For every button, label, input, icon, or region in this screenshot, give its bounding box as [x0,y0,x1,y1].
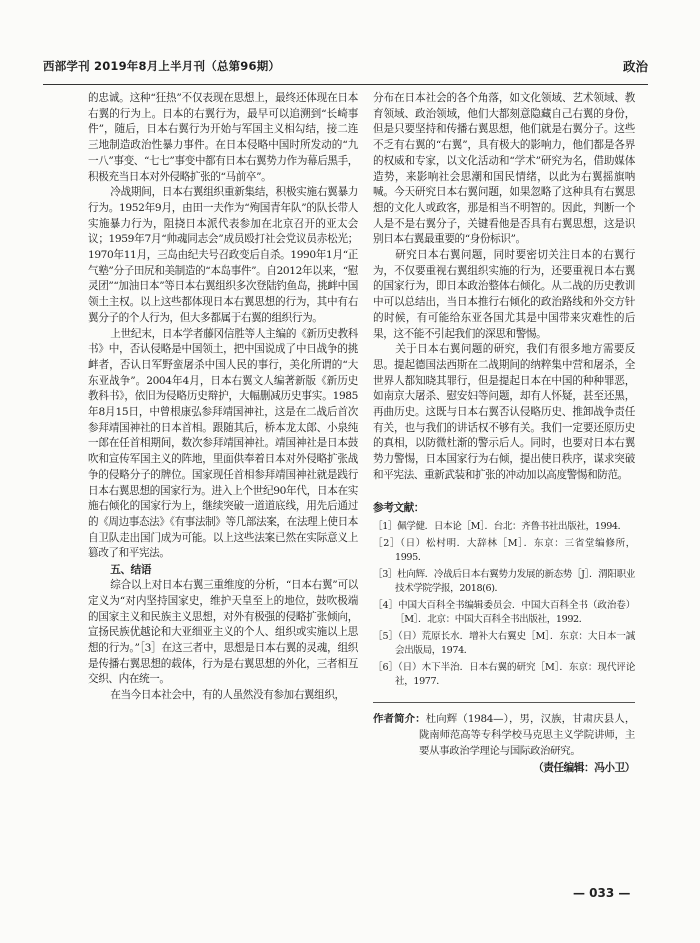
header-rule [43,84,648,85]
page-number: — 033 — [573,886,631,900]
reference-item: ［3］杜向辉．冷战后日本右翼势力发展的新态势［J］．渭阳职业技术学院学报，2018(6)． [373,568,635,595]
left-paragraph-1: 的忠诚。这种“狂热”不仅表现在思想上，最终还体现在日本右翼的行为上。日本的右翼行为，最早可以追溯到“长崎事件”，随后，日本右翼行为开始与军国主义相勾结，接二连三地制造政治性暴力事件。在日本侵略中国时所发动的“九一八”事变、“七七”事变中都有日本右翼势力作为幕后黑手，积极充当日本对外侵略扩张的“马前卒”。 [88,92,358,183]
page-header [43,56,648,76]
reference-item: ［4］中国大百科全书编辑委员会．中国大百科全书（政治卷）［M］．北京：中国大百科全书出版社，1992． [373,599,635,626]
conclusion-paragraph-1: 综合以上对日本右翼三重维度的分析，“日本右翼”可以定义为“对内坚持国家史，维护天皇至上的地位，鼓吹极端的国家主义和民族主义思想，对外有极强的侵略扩张倾向，宣扬民族优越论和大亚细亚主义的个人、组织或实施以上思想的行为。”［3］在这三者中，思想是日本右翼的灵魂，组织是传播右翼思想的载体，行为是右翼思想的外化，三者相互交织、内在统一。 [88,579,358,686]
author-separator [373,702,635,703]
references-list [373,520,635,690]
reference-item: ［2］（日）松村明．大辞林［M］．东京：三省堂编修所，1995． [373,537,635,564]
section-heading-conclusion: 五、结语 [110,564,152,577]
section-label: 政治 [622,59,648,74]
right-paragraph-1: 分布在日本社会的各个角落，如文化领域、艺术领域、教育领域、政治领域，他们大都刻意隐藏自己右翼的身份，但是只要坚持和传播右翼思想，他们就是右翼分子。这些不乏有右翼的“右翼”，具有极大的影响力，他们都是各界的权威和专家，以文化活动和“学术”研究为名，借助媒体造势，来影响社会思潮和国民情绪，以此为右翼摇旗呐喊。今天研究日本右翼问题，如果忽略了这种具有右翼思想的文化人或政客，那是相当不明智的。因此，判断一个人是不是右翼分子，关键看他是否具有右翼思想，这是识别日本右翼最重要的“身份标识”。 [373,92,635,246]
conclusion-paragraph-2: 在当今日本社会中，有的人虽然没有参加右翼组织， [110,689,345,702]
left-column [88,91,358,704]
left-paragraph-3: 上世纪末，日本学者藤冈信胜等人主编的《新历史教科书》中，否认侵略是中国领土，把中国说成了中日战争的挑衅者，否认日军野蛮屠杀中国人民的事行，美化所谓的“大东亚战争”。2004年4月，日本右翼文人编著新版《新历史教科书》，依旧为侵略历史辩护，大幅删减历史事实。1985年8月15日，中曾根康弘参拜靖国神社，这是在二战后首次参拜靖国神社的日本首相。跟随其后，桥本龙太郎、小泉纯一郎在任首相期间，数次参拜靖国神社。靖国神社是日本鼓吹和宣传军国主义的阵地，里面供奉着日本对外侵略扩张战争的侵略分子的牌位。国家现任首相参拜靖国神社就是践行日本右翼思想的国家行为。进入上个世纪90年代，日本在实施右倾化的国家行为上，继续突破一道道底线，用先后通过的《周边事态法》《有事法制》等几部法案，在法理上使日本自卫队走出国门成为可能。以上这些法案已然在实际意义上篡改了和平宪法。 [88,327,358,560]
right-column [373,91,635,776]
right-paragraph-3: 关于日本右翼问题的研究，我们有很多地方需要反思。提起德国法西斯在二战期间的纳粹集中营和屠杀，全世界人都知晓其罪行，但是提起日本在中国的种种罪恶，如南京大屠杀、慰安妇等问题，却有人怀疑，甚至还黑，再曲历史。这既与日本右翼否认侵略历史、推卸战争责任有关，也与我们的讲话权不够有关。我们一定要还原历史的真相，以防微杜渐的警示后人。同时，也要对日本右翼势力警惕，日本国家行为右倾，提出使日秩序，谋求突破和平宪法、重新武装和扩张的冲动加以高度警惕和防范。 [373,343,635,481]
reference-item: ［5］（日）荒原长水．增补大右翼史［M］．东京：大日本一誠会出版局，1974． [373,630,635,657]
reference-item: ［1］佩学健．日本论［M］．台北：齐鲁书社出版社，1994． [373,521,627,533]
left-paragraph-2: 冷战期间，日本右翼组织重新集结，积极实施右翼暴力行为。1952年9月，由田一夫作为“殉国青年队”的队长带人实施暴力行为，阻挠日本派代表参加在北京召开的亚太会议；1959年7月“帅魂同志会”成员殴打社会党议员赤松光；1970年11月，三岛由纪夫号召政变后自杀。1990年1月“正气塾”分子田尻和美制造的“本岛事件”。自2012年以来，“慰灵团”“加油日本”等日本右翼组织多次登陆钓鱼岛，挑衅中国领土主权。以上这些都体现日本右翼思想的行为，其中有右翼分子的个人行为，但大多都属于右翼的组织行为。 [88,186,358,324]
author-label: 作者简介： [373,712,426,725]
author-text: 杜向辉（1984—），男，汉族，甘肃庆县人，陇南师范高等专科学校马克思主义学院讲师，主要从事政治学理论与国际政治研究。 [419,712,635,757]
right-paragraph-2: 研究日本右翼问题，同时要密切关注日本的右翼行为，不仅要重视右翼组织实施的行为，还要重视日本右翼的国家行为，即日本政治整体右倾化。从二战的历史教训中可以总结出，当日本推行右倾化的政治路线和外交方针的时候，有可能给东亚各国尤其是中国带来灾难性的后果，这不能不引起我们的深思和警惕。 [373,249,635,340]
author-bio [373,711,635,759]
editor-credit: （责任编辑：冯小卫） [533,761,635,774]
references-title: 参考文献： [373,501,424,514]
journal-title: 西部学刊 2019年8月上半月刊（总第96期） [43,59,281,73]
reference-item: ［6］（日）木下半治．日本右翼的研究［M］．东京：现代评论社，1977． [373,661,635,688]
